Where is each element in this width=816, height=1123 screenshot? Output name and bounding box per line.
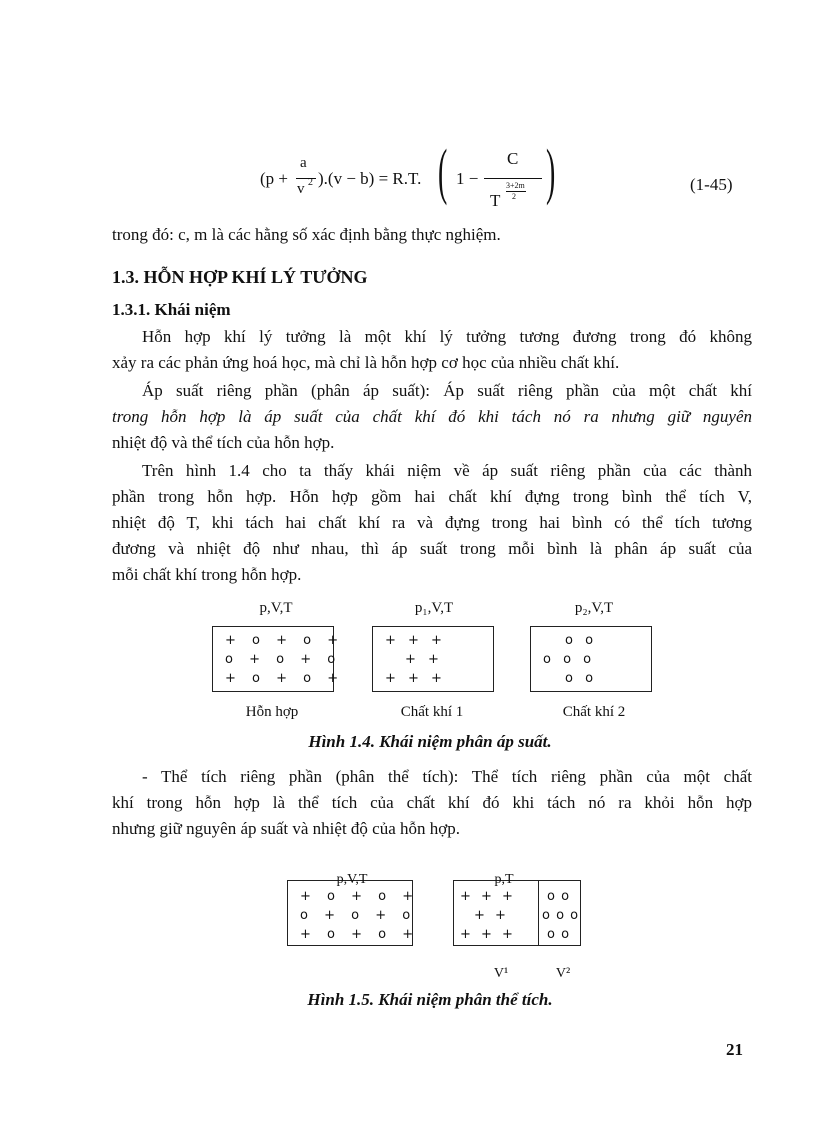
paragraph-1-line-2: xảy ra các phản ứng hoá học, mà chỉ là hỗn hợp cơ học của nhiều chất khí.: [112, 353, 620, 372]
paragraph-2-line-2: trong hỗn hợp là áp suất của chất khí đó khi tách nó ra nhưng giữ nguyên: [112, 407, 752, 426]
eq-v-denominator: v: [297, 181, 305, 197]
eq-one-minus: 1 −: [456, 169, 479, 188]
fig14-name-gas1: Chất khí 1: [400, 704, 464, 720]
eq-fraction-bar-c: [484, 178, 542, 179]
paragraph-3-line-2: phần trong hỗn hợp. Hỗn hợp gồm hai chất khí đựng trong bình thể tích V,: [112, 487, 752, 506]
paragraph-3-line-3: nhiệt độ T, khi tách hai chất khí ra và đựng trong hai bình có thể tích tương: [112, 513, 752, 532]
fig15-right-o-row: o o: [547, 889, 571, 904]
fig14-mix-row: + o + o +: [225, 671, 345, 686]
fig15-left-row: + o + o +: [300, 927, 420, 942]
fig14-name-gas2: Chất khí 2: [562, 704, 626, 720]
fig15-left-row: + o + o +: [300, 889, 420, 904]
fig15-v1-label: V¹: [493, 966, 509, 981]
fig14-gas2-row: o o: [565, 633, 598, 648]
equation-1-45: [260, 138, 560, 217]
equation-number: (1-45): [690, 175, 733, 194]
fig14-gas1-row: + + +: [385, 671, 446, 686]
where-line: trong đó: c, m là các hằng số xác định bằng thực nghiệm.: [112, 225, 501, 244]
fig14-name-mix: Hỗn hợp: [245, 704, 299, 720]
eq-middle: ).(v − b) = R.T.: [318, 169, 422, 188]
fig15-right-plus-row: + + +: [460, 889, 516, 904]
fig15-right-o-row: o o o: [542, 908, 580, 923]
fig14-box-mix: [212, 626, 345, 692]
fig15-caption: Hình 1.5. Khái niệm phân thể tích.: [307, 990, 553, 1009]
paragraph-3-line-4: đương và nhiệt độ như nhau, thì áp suất trong mỗi bình là phân áp suất của: [112, 539, 752, 558]
eq-exp-bar: [506, 191, 526, 192]
fig14-label-gas2: p₂,V,T: [574, 600, 614, 616]
fig15-divider: [538, 881, 539, 945]
eq-c-numerator: C: [507, 149, 519, 168]
section-heading-1-3: 1.3. HỖN HỢP KHÍ LÝ TƯỞNG: [112, 267, 368, 287]
fig15-right-plus-row: + +: [474, 908, 509, 923]
paragraph-2-line-1: Áp suất riêng phần (phân áp suất): Áp suất riêng phần của một chất khí: [142, 381, 752, 400]
fig15-left-row: o + o + o: [300, 908, 417, 923]
paragraph-3-line-1: Trên hình 1.4 cho ta thấy khái niệm về áp suất riêng phần của các thành: [142, 461, 752, 480]
fig14-mix-row: o + o + o: [225, 652, 342, 667]
fig14-box-gas2: [530, 626, 652, 692]
fig14-mix-row: + o + o +: [225, 633, 345, 648]
fig15-v2-label: V²: [555, 966, 571, 981]
page-number: 21: [726, 1040, 743, 1059]
fig14-box-gas1: [372, 626, 494, 692]
eq-t-exp-bot: 2: [512, 192, 516, 201]
eq-left-paren-p: (p +: [260, 169, 288, 188]
fig15-right-plus-row: + + +: [460, 927, 516, 942]
eq-a-numerator: a: [300, 155, 307, 171]
fig14-label-gas1: p₁,V,T: [414, 600, 454, 616]
fig15-right-o-row: o o: [547, 927, 571, 942]
fig14-gas1-row: + + +: [385, 633, 446, 648]
section-heading-1-3-1: 1.3.1. Khái niệm: [112, 300, 231, 319]
fig15-label-left: p,V,T: [336, 872, 368, 887]
paragraph-2-line-3: nhiệt độ và thể tích của hỗn hợp.: [112, 433, 335, 452]
fig14-gas2-row: o o o: [543, 652, 596, 667]
eq-big-left-paren: (: [438, 138, 448, 206]
eq-t-exp-top: 3+2m: [506, 181, 525, 190]
eq-fraction-bar-a: [296, 178, 316, 179]
eq-big-right-paren: ): [546, 138, 556, 206]
fig15-label-right: p,T: [494, 872, 514, 887]
fig15-box-left: [287, 872, 420, 946]
paragraph-1-line-1: Hỗn hợp khí lý tưởng là một khí lý tưởng tương đương trong đó không: [142, 327, 752, 346]
paragraph-4-line-3: nhưng giữ nguyên áp suất và nhiệt độ của hỗn hợp.: [112, 819, 460, 838]
paragraph-4-line-2: khí trong hỗn hợp là thể tích của chất khí đó khi tách nó ra khỏi hỗn hợp: [112, 793, 752, 812]
eq-v-exponent: 2: [308, 177, 313, 188]
fig14-gas2-row: o o: [565, 671, 598, 686]
paragraph-3-line-5: mỗi chất khí trong hỗn hợp.: [112, 565, 302, 584]
paragraph-4-line-1: - Thể tích riêng phần (phân thể tích): Thể tích riêng phần của một chất: [142, 767, 752, 786]
fig14-caption: Hình 1.4. Khái niệm phân áp suất.: [308, 732, 552, 751]
fig15-box-right: [453, 872, 581, 946]
fig14-label-mix: p,V,T: [259, 600, 293, 616]
eq-t-denominator: T: [490, 191, 501, 210]
fig14-gas1-row: + +: [405, 652, 443, 667]
